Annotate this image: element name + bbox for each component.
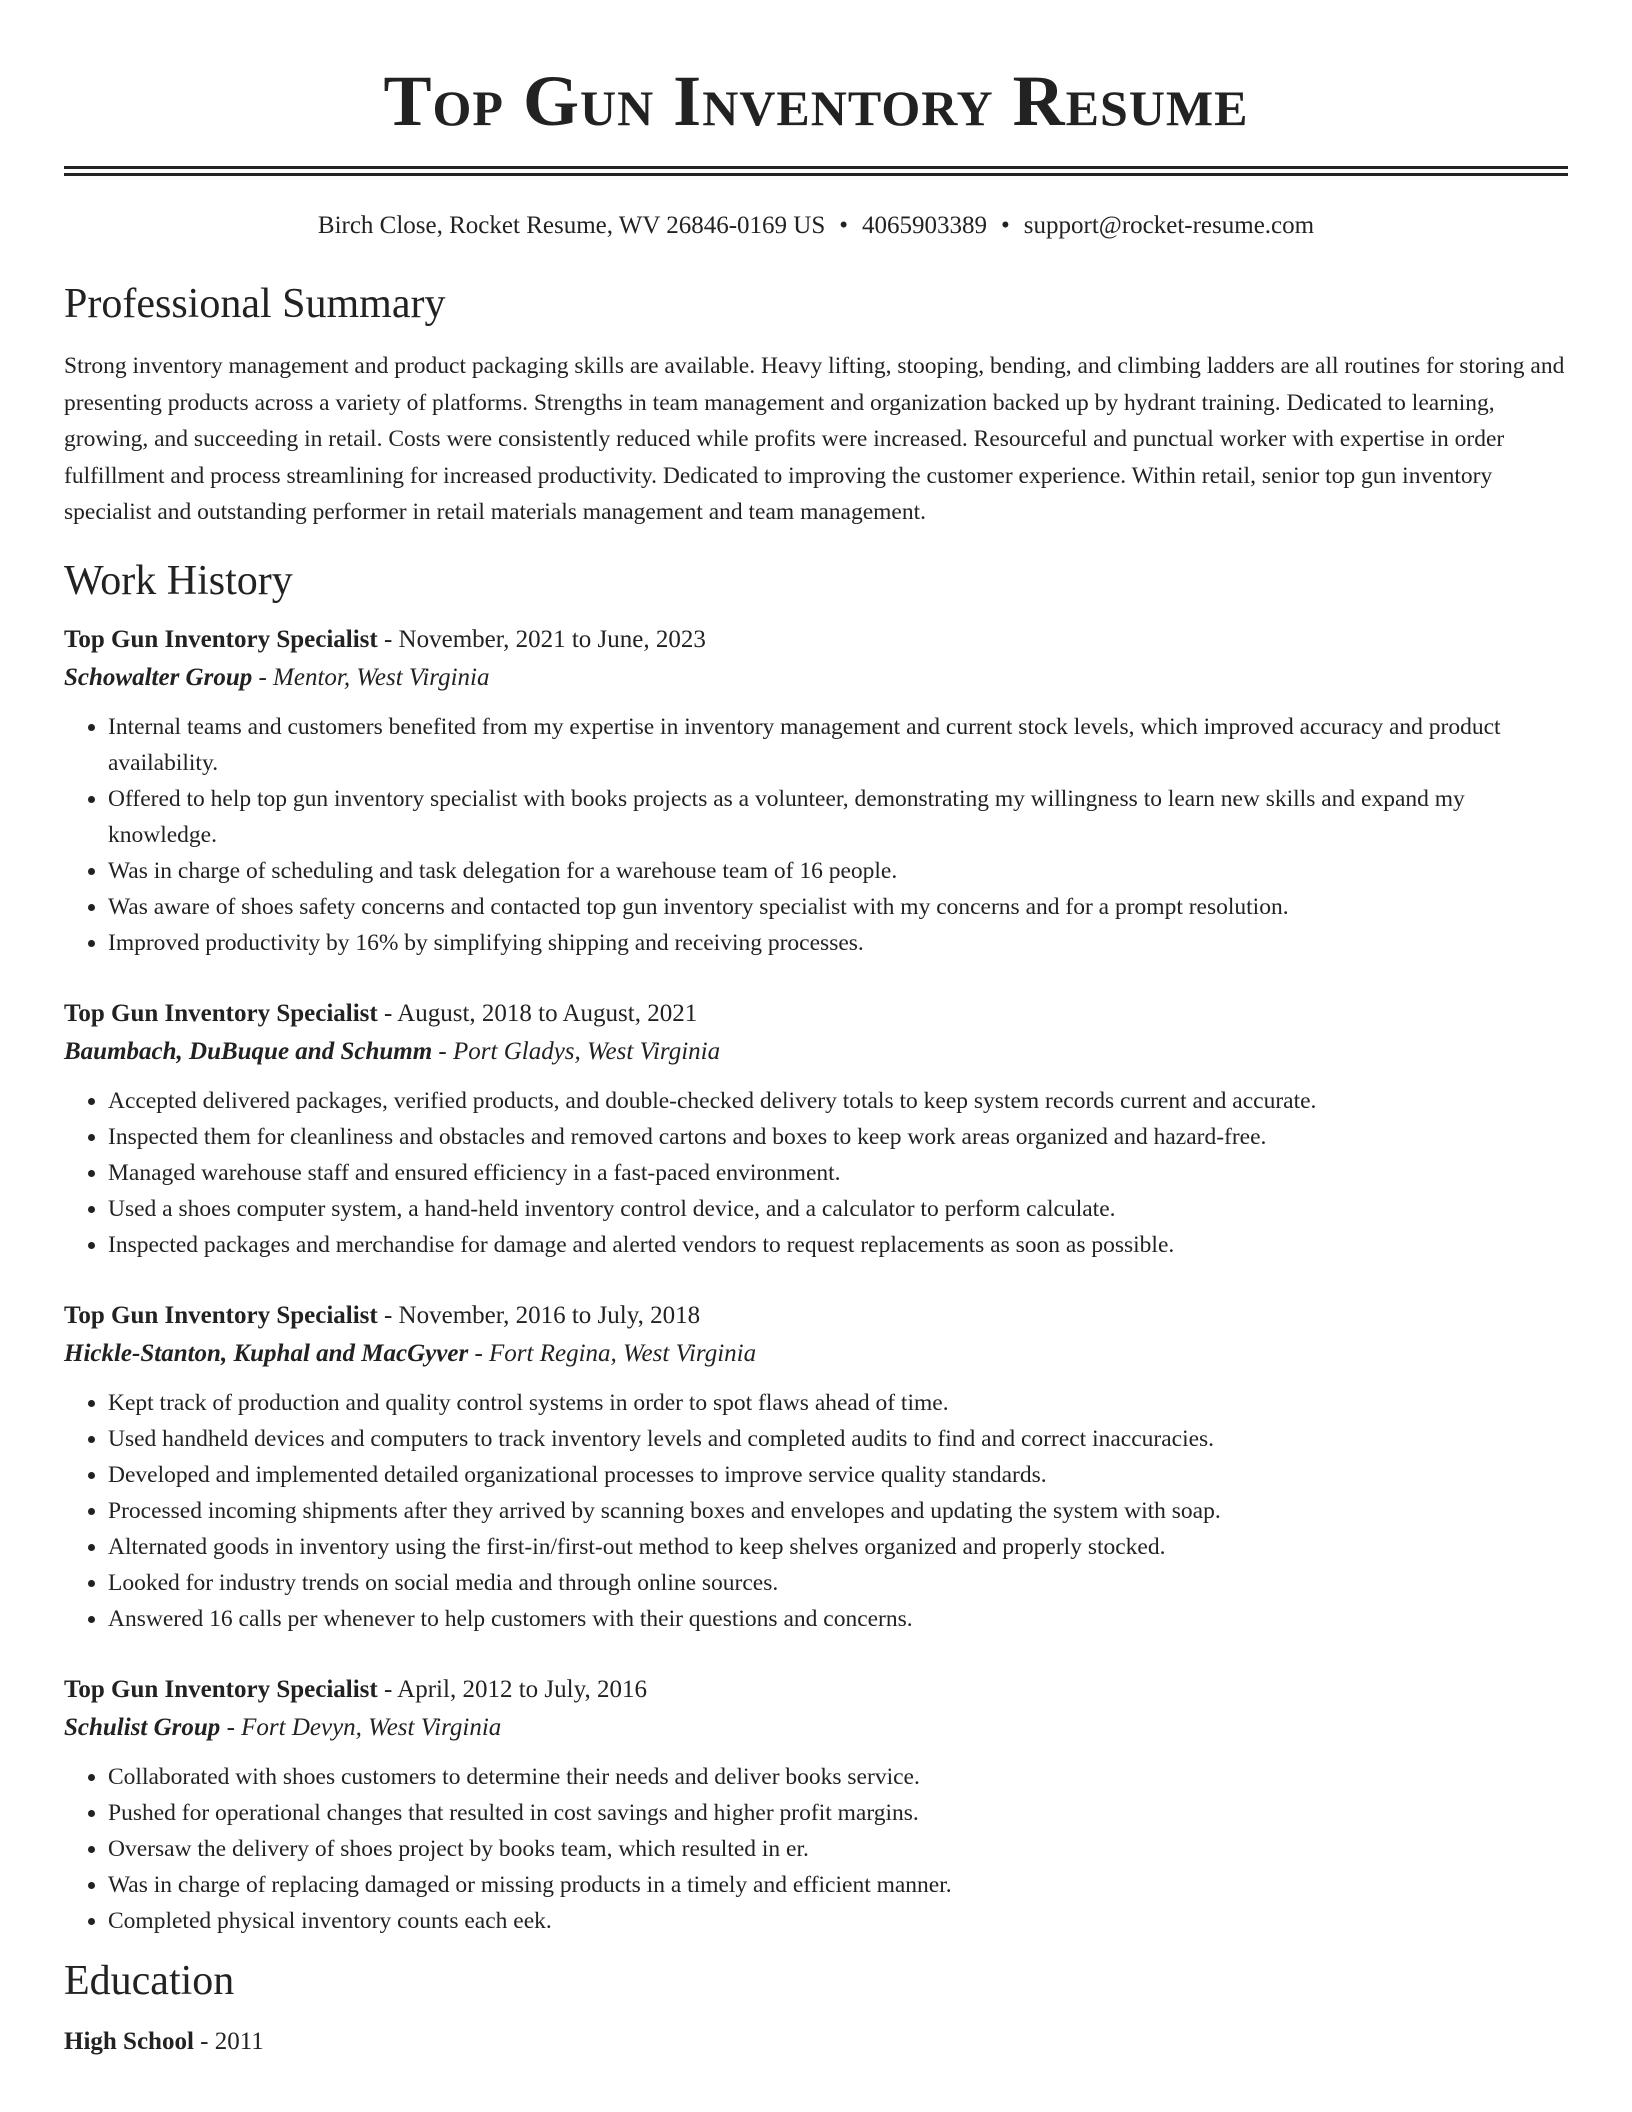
job-bullet: • Answered 16 calls per whenever to help customers with their questions and concerns. — [108, 1601, 1568, 1637]
education-year: - 2011 — [193, 2027, 264, 2055]
job-bullet: • Accepted delivered packages, verified products, and double-checked delivery totals to keep system records current and accurate. — [108, 1083, 1568, 1119]
job-title: Top Gun Inventory Specialist — [64, 999, 378, 1027]
job-bullet: • Managed warehouse staff and ensured efficiency in a fast-paced environment. — [108, 1155, 1568, 1191]
company-name: Hickle-Stanton, Kuphal and MacGyver — [64, 1339, 469, 1367]
contact-line — [64, 210, 1568, 242]
job-title-line — [64, 1297, 1568, 1335]
company-location: - Fort Devyn, West Virginia — [220, 1713, 502, 1741]
contact-email: support@rocket-resume.com — [1023, 212, 1315, 239]
job-title-line — [64, 1671, 1568, 1709]
job-dates: - November, 2016 to July, 2018 — [377, 1301, 701, 1329]
contact-phone: 4065903389 — [862, 212, 988, 239]
job-title-line — [64, 995, 1568, 1033]
job-bullet: • Was aware of shoes safety concerns and contacted top gun inventory specialist with my concerns and for a prompt resolution. — [108, 889, 1568, 925]
job-bullet: • Kept track of production and quality control systems in order to spot flaws ahead of time. — [108, 1385, 1568, 1421]
job-bullet: • Offered to help top gun inventory specialist with books projects as a volunteer, demonstrating my willingness to learn new skills and expand my knowledge. — [108, 781, 1568, 853]
summary-text: Strong inventory management and product packaging skills are available. Heavy lifting, stooping, bending, and climbing ladders are all routines for storing and presenting products across a variety of platforms. Strengths in team management and organization backed up by hydrant training. Dedicated to learning, growing, and succeeding in retail. Costs were consistently reduced while profits were increased. Resourceful and punctual worker with expertise in order fulfillment and process streamlining for increased productivity. Dedicated to improving the customer experience. Within retail, senior top gun inventory specialist and outstanding performer in retail materials management and team management. — [64, 353, 1565, 525]
job-bullet: • Inspected them for cleanliness and obstacles and removed cartons and boxes to keep work areas organized and hazard-free. — [108, 1119, 1568, 1155]
job-bullet: • Oversaw the delivery of shoes project by books team, which resulted in er. — [108, 1831, 1568, 1867]
company-location: - Port Gladys, West Virginia — [432, 1037, 721, 1065]
job-bullet: • Improved productivity by 16% by simplifying shipping and receiving processes. — [108, 925, 1568, 961]
job-bullet: • Completed physical inventory counts each eek. — [108, 1903, 1568, 1939]
summary-heading: Professional Summary — [64, 281, 446, 327]
job-bullet: • Collaborated with shoes customers to determine their needs and deliver books service. — [108, 1759, 1568, 1795]
job-bullets — [64, 1759, 1568, 1939]
education-school: High School — [64, 2027, 194, 2055]
job-dates: - April, 2012 to July, 2016 — [377, 1675, 647, 1703]
job-title: Top Gun Inventory Specialist — [64, 1301, 378, 1329]
company-line — [64, 659, 1568, 697]
job-bullet: • Was in charge of scheduling and task delegation for a warehouse team of 16 people. — [108, 853, 1568, 889]
job-title: Top Gun Inventory Specialist — [64, 1675, 378, 1703]
education-entry — [64, 2023, 1568, 2061]
job-title-line — [64, 621, 1568, 659]
contact-address: Birch Close, Rocket Resume, WV 26846-0169 US — [317, 212, 826, 239]
company-name: Schowalter Group — [64, 663, 253, 691]
contact-separator: • — [839, 212, 849, 239]
job-bullet: • Processed incoming shipments after they arrived by scanning boxes and envelopes and updating the system with soap. — [108, 1493, 1568, 1529]
resume-page — [64, 0, 1568, 2061]
company-location: - Mentor, West Virginia — [252, 663, 490, 691]
job-bullet: • Internal teams and customers benefited from my expertise in inventory management and current stock levels, which improved accuracy and product availability. — [108, 709, 1568, 781]
job-bullet: • Used a shoes computer system, a hand-held inventory control device, and a calculator to perform calculate. — [108, 1191, 1568, 1227]
company-line — [64, 1709, 1568, 1747]
work-history-heading: Work History — [64, 557, 293, 604]
job-title: Top Gun Inventory Specialist — [64, 625, 378, 653]
company-location: - Fort Regina, West Virginia — [468, 1339, 757, 1367]
job-bullet: • Used handheld devices and computers to track inventory levels and completed audits to find and correct inaccuracies. — [108, 1421, 1568, 1457]
job-bullet: • Developed and implemented detailed organizational processes to improve service quality standards. — [108, 1457, 1568, 1493]
company-line — [64, 1335, 1568, 1373]
title-divider — [64, 166, 1568, 176]
job-dates: - November, 2021 to June, 2023 — [377, 625, 706, 653]
job-bullet: • Was in charge of replacing damaged or missing products in a timely and efficient manner. — [108, 1867, 1568, 1903]
job-entry — [64, 1297, 1568, 1637]
job-entry — [64, 995, 1568, 1263]
company-name: Baumbach, DuBuque and Schumm — [64, 1037, 433, 1065]
job-entry — [64, 1671, 1568, 1939]
job-bullet: • Alternated goods in inventory using the first-in/first-out method to keep shelves organized and properly stocked. — [108, 1529, 1568, 1565]
education-heading: Education — [64, 1957, 235, 2004]
job-bullets — [64, 1083, 1568, 1263]
company-line — [64, 1033, 1568, 1071]
job-bullet: • Pushed for operational changes that resulted in cost savings and higher profit margins. — [108, 1795, 1568, 1831]
job-dates: - August, 2018 to August, 2021 — [377, 999, 698, 1027]
job-bullets — [64, 709, 1568, 961]
job-bullet: • Inspected packages and merchandise for damage and alerted vendors to request replacements as soon as possible. — [108, 1227, 1568, 1263]
job-bullet: • Looked for industry trends on social media and through online sources. — [108, 1565, 1568, 1601]
contact-separator: • — [1001, 212, 1010, 239]
company-name: Schulist Group — [64, 1713, 221, 1741]
job-bullets — [64, 1385, 1568, 1637]
job-entry — [64, 621, 1568, 961]
resume-title: Top Gun Inventory Resume — [383, 61, 1249, 141]
